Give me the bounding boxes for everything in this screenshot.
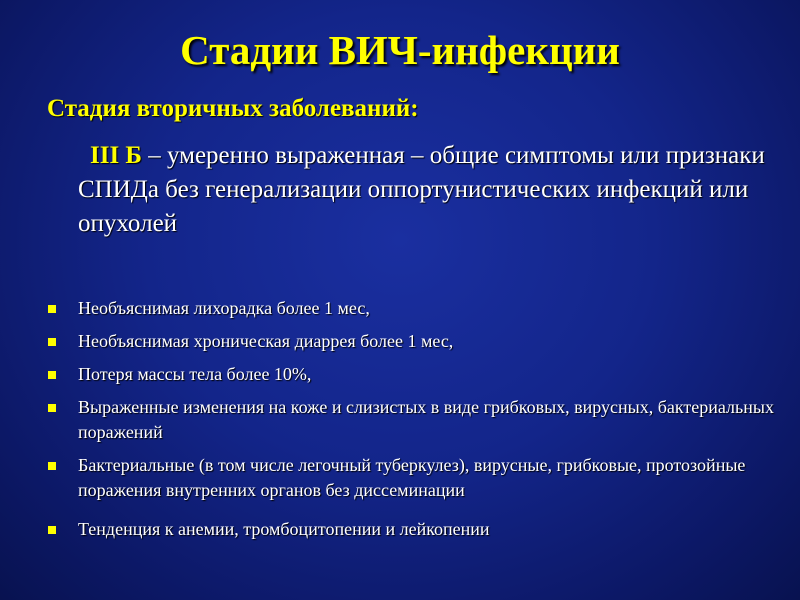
square-bullet-icon	[48, 462, 56, 470]
slide-subtitle: Стадия вторичных заболеваний:	[47, 95, 419, 122]
list-item	[48, 517, 778, 542]
list-item	[48, 362, 778, 387]
symptom-list	[48, 296, 778, 550]
stage-code: III Б	[90, 142, 142, 169]
list-item-text: Бактериальные (в том числе легочный туберкулез), вирусные, грибковые, протозойные поражения внутренних органов без диссеминации	[78, 455, 746, 500]
list-item	[48, 395, 778, 445]
stage-description	[78, 139, 768, 241]
list-item-text: Необъяснимая лихорадка более 1 мес,	[78, 298, 370, 318]
square-bullet-icon	[48, 404, 56, 412]
list-item-text: Выраженные изменения на коже и слизистых в виде грибковых, вирусных, бактериальных поражений	[78, 397, 774, 442]
list-item-text: Потеря массы тела более 10%,	[78, 364, 312, 384]
list-item	[48, 329, 778, 354]
square-bullet-icon	[48, 526, 56, 534]
list-item-text: Необъяснимая хроническая диаррея более 1 мес,	[78, 331, 454, 351]
square-bullet-icon	[48, 371, 56, 379]
list-item-text: Тенденция к анемии, тромбоцитопении и лейкопении	[78, 519, 490, 539]
list-item	[48, 453, 778, 503]
square-bullet-icon	[48, 305, 56, 313]
slide-title: Стадии ВИЧ-инфекции	[180, 27, 620, 73]
square-bullet-icon	[48, 338, 56, 346]
stage-text: – умеренно выраженная – общие симптомы или признаки СПИДа без генерализации оппортунистических инфекций или опухолей	[78, 142, 765, 237]
list-item	[48, 296, 778, 321]
